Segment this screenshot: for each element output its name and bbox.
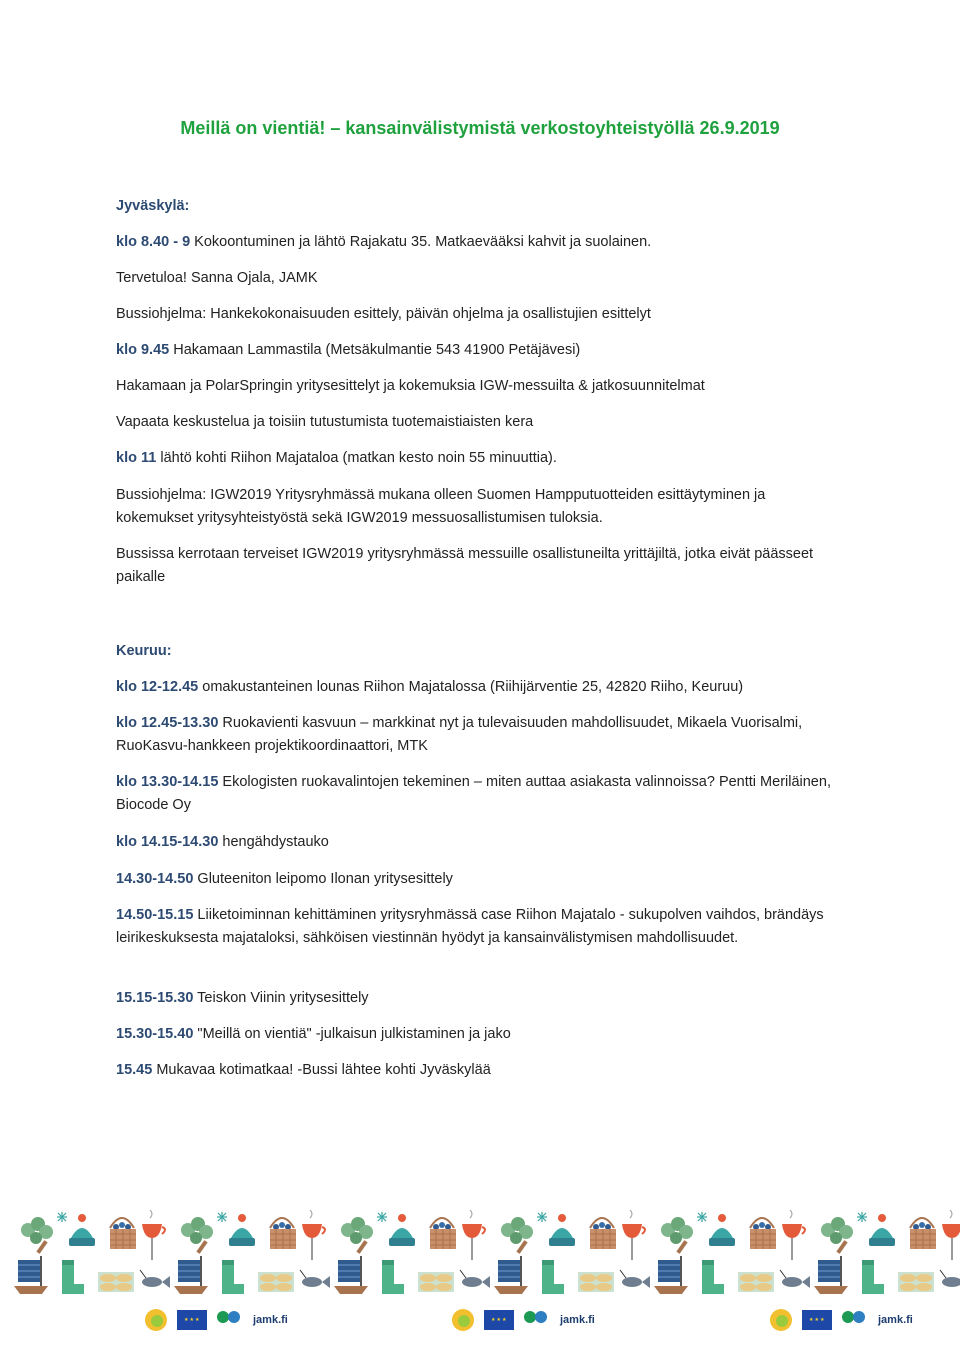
footer-illustration — [0, 1210, 960, 1300]
jamk-logo: jamk.fi — [560, 1314, 595, 1326]
section-heading-jyvaskyla: Jyväskylä: — [116, 198, 190, 214]
schedule-time: 15.15-15.30 — [116, 990, 194, 1006]
schedule-item — [116, 987, 846, 1010]
leader-logo-icon — [452, 1309, 474, 1331]
schedule-text: omakustanteinen lounas Riihon Majatalossa (Riihijärventie 25, 42820 Riiho, Keuruu) — [198, 679, 744, 695]
schedule-text: Hakamaan Lammastila (Metsäkulmantie 543 41900 Petäjävesi) — [169, 342, 581, 358]
schedule-text: "Meillä on vientiä" -julkaisun julkistaminen ja jako — [193, 1026, 511, 1042]
schedule-item — [116, 904, 846, 950]
schedule-item — [116, 303, 846, 326]
schedule-text: Ekologisten ruokavalintojen tekeminen – miten auttaa asiakasta valinnoissa? Pentti Meriläinen, Biocode Oy — [116, 774, 831, 813]
schedule-item — [116, 771, 846, 817]
schedule-text: Teiskon Viinin yritysesittely — [193, 990, 369, 1006]
document-title: Meillä on vientiä! – kansainvälistymistä verkostoyhteistyöllä 26.9.2019 — [180, 118, 780, 138]
schedule-time: klo 13.30-14.15 — [116, 774, 219, 790]
leader-logo-icon — [770, 1309, 792, 1331]
footer-logos — [145, 1305, 288, 1335]
schedule-text: Hakamaan ja PolarSpringin yritysesittelyt ja kokemuksia IGW-messuilta & jatkosuunnitelmat — [116, 378, 705, 394]
schedule-text: Bussissa kerrotaan terveiset IGW2019 yritysryhmässä messuille osallistuneilta yrittäjiltä, jotka eivät päässeet paikalle — [116, 546, 814, 585]
schedule-item — [116, 484, 846, 530]
schedule-text: Gluteeniton leipomo Ilonan yritysesittely — [193, 871, 453, 887]
footer-logos — [770, 1305, 913, 1335]
schedule-text: lähtö kohti Riihon Majataloa (matkan kesto noin 55 minuuttia). — [156, 450, 557, 466]
leader-logo-icon — [145, 1309, 167, 1331]
schedule-item — [116, 267, 846, 290]
schedule-item — [116, 831, 846, 854]
schedule-item — [116, 375, 846, 398]
schedule-time: klo 11 — [116, 450, 157, 466]
mtk-logo-icon — [524, 1311, 550, 1329]
eu-flag-icon — [177, 1310, 207, 1330]
schedule-text: Tervetuloa! Sanna Ojala, JAMK — [116, 270, 318, 286]
schedule-text: Bussiohjelma: Hankekokonaisuuden esittely, päivän ohjelma ja osallistujien esittelyt — [116, 306, 651, 322]
schedule-time: klo 12-12.45 — [116, 679, 199, 695]
schedule-text: hengähdystauko — [218, 834, 329, 850]
schedule-time: 14.50-15.15 — [116, 907, 194, 923]
section-heading-keuruu: Keuruu: — [116, 643, 172, 659]
jamk-logo: jamk.fi — [253, 1314, 288, 1326]
schedule-item — [116, 1059, 846, 1082]
mtk-logo-icon — [842, 1311, 868, 1329]
eu-flag-icon — [802, 1310, 832, 1330]
schedule-item — [116, 868, 846, 891]
schedule-item — [116, 231, 846, 254]
schedule-item — [116, 1023, 846, 1046]
schedule-text: Kokoontuminen ja lähtö Rajakatu 35. Matkaevääksi kahvit ja suolainen. — [190, 234, 652, 250]
schedule-time: 15.45 — [116, 1062, 153, 1078]
schedule-item — [116, 411, 846, 434]
schedule-text: Bussiohjelma: IGW2019 Yritysryhmässä mukana olleen Suomen Hampputuotteiden esittäytyminen ja kokemukset yritysyhteistyöstä sekä IGW2019 messuosallistumisen tuloksia. — [116, 487, 766, 526]
schedule-item — [116, 339, 846, 362]
schedule-text: Mukavaa kotimatkaa! -Bussi lähtee kohti Jyväskylää — [152, 1062, 491, 1078]
schedule-time: klo 12.45-13.30 — [116, 715, 219, 731]
schedule-item — [116, 447, 846, 470]
schedule-text: Vapaata keskustelua ja toisiin tutustumista tuotemaistiaisten kera — [116, 414, 534, 430]
mtk-logo-icon — [217, 1311, 243, 1329]
schedule-time: klo 9.45 — [116, 342, 170, 358]
footer-logos — [452, 1305, 595, 1335]
eu-flag-icon — [484, 1310, 514, 1330]
schedule-time: 15.30-15.40 — [116, 1026, 194, 1042]
schedule-time: 14.30-14.50 — [116, 871, 194, 887]
schedule-item — [116, 712, 846, 758]
schedule-item — [116, 543, 846, 589]
schedule-time: klo 8.40 - 9 — [116, 234, 191, 250]
jamk-logo: jamk.fi — [878, 1314, 913, 1326]
schedule-text: Liiketoiminnan kehittäminen yritysryhmässä case Riihon Majatalo - sukupolven vaihdos, brändäys leirikeskuksesta majataloksi, sähköisen viestinnän hyödyt ja kansainvälistymisen mahdollisuudet. — [116, 907, 824, 946]
schedule-text: Ruokavienti kasvuun – markkinat nyt ja tulevaisuuden mahdollisuudet, Mikaela Vuorisalmi, RuoKasvu-hankkeen projektikoordinaattori, MTK — [116, 715, 803, 754]
schedule-time: klo 14.15-14.30 — [116, 834, 219, 850]
schedule-item — [116, 676, 846, 699]
